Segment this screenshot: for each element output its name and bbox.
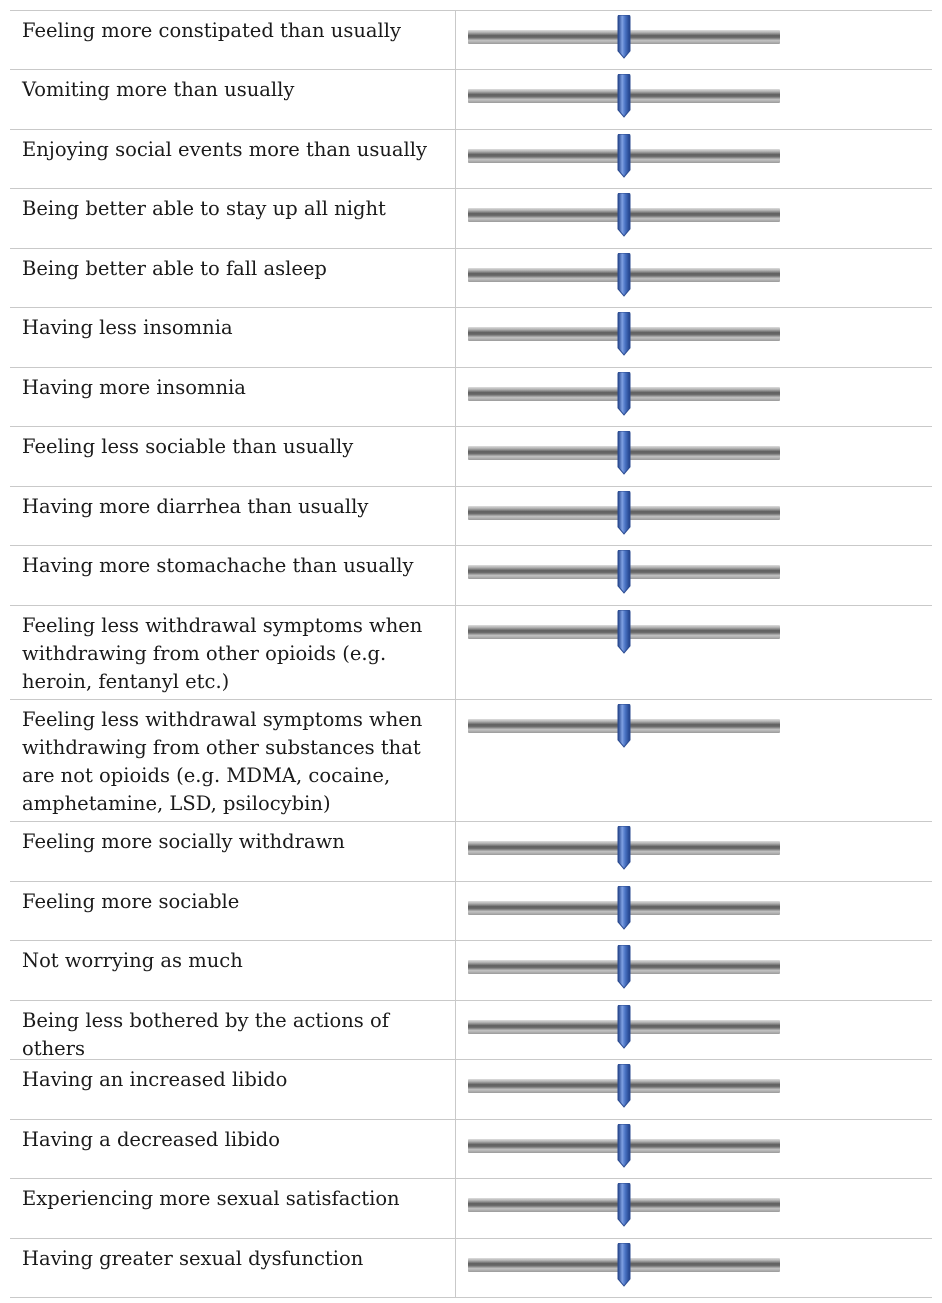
slider[interactable] bbox=[456, 941, 932, 1000]
slider-thumb[interactable] bbox=[616, 1183, 632, 1227]
slider[interactable] bbox=[456, 822, 932, 881]
question-label: Experiencing more sexual satisfaction bbox=[10, 1179, 456, 1238]
table-row bbox=[10, 11, 932, 70]
slider[interactable] bbox=[456, 1060, 932, 1119]
slider-thumb[interactable] bbox=[616, 886, 632, 930]
slider[interactable] bbox=[456, 1179, 932, 1238]
table-row bbox=[10, 368, 932, 427]
slider-thumb[interactable] bbox=[616, 491, 632, 535]
slider-thumb[interactable] bbox=[616, 431, 632, 475]
table-row bbox=[10, 882, 932, 941]
slider-thumb[interactable] bbox=[616, 945, 632, 989]
table-row bbox=[10, 189, 932, 249]
slider-thumb[interactable] bbox=[616, 1124, 632, 1168]
question-label: Having an increased libido bbox=[10, 1060, 456, 1119]
slider[interactable] bbox=[456, 487, 932, 545]
slider[interactable] bbox=[456, 130, 932, 188]
table-row bbox=[10, 1239, 932, 1298]
question-label: Being better able to stay up all night bbox=[10, 189, 456, 248]
question-label: Not worrying as much bbox=[10, 941, 456, 1000]
table-row bbox=[10, 606, 932, 700]
table-row bbox=[10, 1060, 932, 1120]
table-row bbox=[10, 70, 932, 130]
slider-thumb[interactable] bbox=[616, 826, 632, 870]
slider-thumb[interactable] bbox=[616, 312, 632, 356]
question-label: Feeling less withdrawal symptoms when withdrawing from other opioids (e.g. heroin, fentanyl etc.) bbox=[10, 606, 456, 699]
slider[interactable] bbox=[456, 189, 932, 248]
slider[interactable] bbox=[456, 606, 932, 699]
table-row bbox=[10, 1179, 932, 1239]
question-label: Enjoying social events more than usually bbox=[10, 130, 456, 188]
slider[interactable] bbox=[456, 882, 932, 940]
slider-thumb[interactable] bbox=[616, 704, 632, 748]
question-label: Feeling more sociable bbox=[10, 882, 456, 940]
table-row bbox=[10, 700, 932, 822]
slider[interactable] bbox=[456, 11, 932, 69]
table-row bbox=[10, 1001, 932, 1060]
slider-thumb[interactable] bbox=[616, 1243, 632, 1287]
question-label: Having a decreased libido bbox=[10, 1120, 456, 1178]
table-row bbox=[10, 427, 932, 487]
slider[interactable] bbox=[456, 308, 932, 367]
question-label: Being better able to fall asleep bbox=[10, 249, 456, 307]
table-row bbox=[10, 308, 932, 368]
slider[interactable] bbox=[456, 1239, 932, 1297]
table-row bbox=[10, 1120, 932, 1179]
table-row bbox=[10, 941, 932, 1001]
slider-thumb[interactable] bbox=[616, 1064, 632, 1108]
table-row bbox=[10, 249, 932, 308]
slider[interactable] bbox=[456, 700, 932, 821]
slider-thumb[interactable] bbox=[616, 15, 632, 59]
slider[interactable] bbox=[456, 368, 932, 426]
slider-thumb[interactable] bbox=[616, 1005, 632, 1049]
question-label: Vomiting more than usually bbox=[10, 70, 456, 129]
table-row bbox=[10, 546, 932, 606]
question-label: Feeling more constipated than usually bbox=[10, 11, 456, 69]
questionnaire-table bbox=[10, 10, 932, 1298]
slider-thumb[interactable] bbox=[616, 550, 632, 594]
slider[interactable] bbox=[456, 249, 932, 307]
slider[interactable] bbox=[456, 70, 932, 129]
slider-thumb[interactable] bbox=[616, 134, 632, 178]
question-label: Feeling less sociable than usually bbox=[10, 427, 456, 486]
table-row bbox=[10, 487, 932, 546]
table-row bbox=[10, 130, 932, 189]
slider[interactable] bbox=[456, 427, 932, 486]
table-row bbox=[10, 822, 932, 882]
question-label: Feeling less withdrawal symptoms when withdrawing from other substances that are not opioids (e.g. MDMA, cocaine, amphetamine, LSD, psilocybin) bbox=[10, 700, 456, 821]
question-label: Having more stomachache than usually bbox=[10, 546, 456, 605]
slider-thumb[interactable] bbox=[616, 610, 632, 654]
question-label: Being less bothered by the actions of others bbox=[10, 1001, 456, 1059]
slider-thumb[interactable] bbox=[616, 193, 632, 237]
slider[interactable] bbox=[456, 546, 932, 605]
slider-thumb[interactable] bbox=[616, 372, 632, 416]
question-label: Having greater sexual dysfunction bbox=[10, 1239, 456, 1297]
question-label: Having more insomnia bbox=[10, 368, 456, 426]
slider-thumb[interactable] bbox=[616, 253, 632, 297]
question-label: Having less insomnia bbox=[10, 308, 456, 367]
slider[interactable] bbox=[456, 1001, 932, 1059]
slider[interactable] bbox=[456, 1120, 932, 1178]
question-label: Feeling more socially withdrawn bbox=[10, 822, 456, 881]
slider-thumb[interactable] bbox=[616, 74, 632, 118]
question-label: Having more diarrhea than usually bbox=[10, 487, 456, 545]
